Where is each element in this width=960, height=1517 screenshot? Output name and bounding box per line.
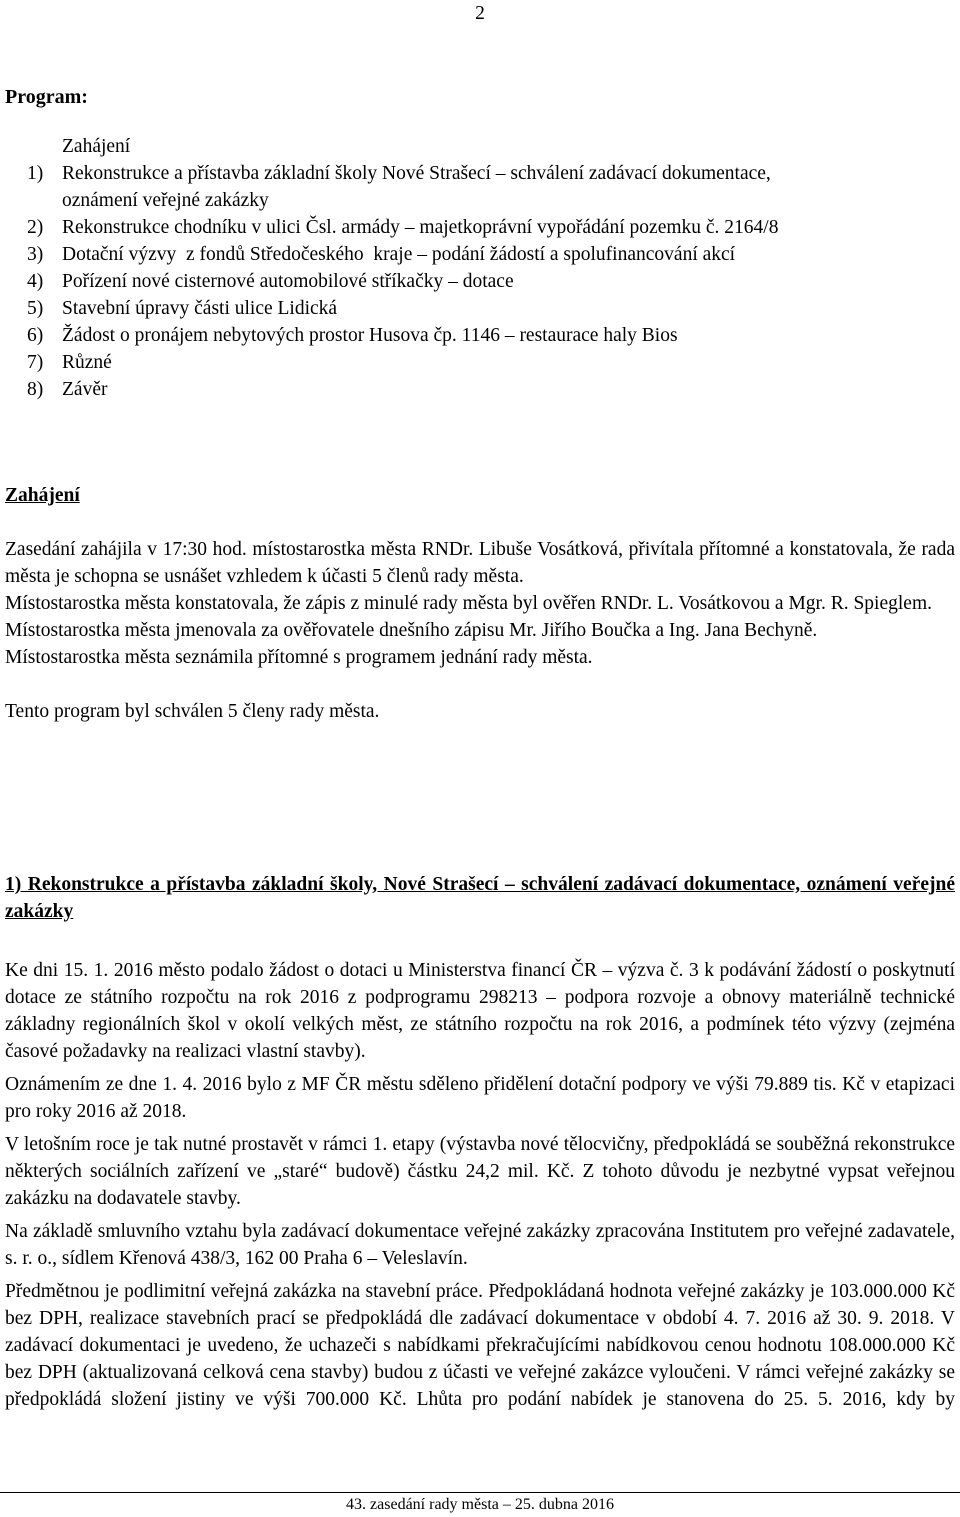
program-item-text: Stavební úpravy části ulice Lidická	[62, 298, 338, 319]
program-item-number: 7)	[27, 352, 44, 373]
section-1-paragraph: V letošním roce je tak nutné prostavět v rámci 1. etapy (výstavba nové tělocvičny, předpokládá se souběžná rekonstrukce některých sociálních zařízení ve „staré“ budově) částku 24,2 mil. Kč. Z tohoto důvodu je nezbytné vypsat veřejnou zakázku na dodavatele stavby.	[5, 1134, 955, 1209]
program-item-number: 8)	[27, 379, 44, 400]
program-item-text: Rekonstrukce chodníku v ulici Čsl. armády – majetkoprávní vypořádání pozemku č. 2164/8	[62, 217, 779, 238]
program-item-number: 5)	[27, 298, 44, 319]
program-item	[0, 295, 960, 322]
program-item-text: Rekonstrukce a přístavba základní školy Nové Strašecí – schválení zadávací dokumentace,	[62, 163, 771, 184]
program-item	[0, 241, 960, 268]
program-item-text: Pořízení nové cisternové automobilové stříkačky – dotace	[62, 271, 514, 292]
program-list	[0, 133, 960, 403]
opening-section-body	[5, 536, 955, 725]
opening-section-heading: Zahájení	[5, 485, 80, 506]
section-1-paragraph: Předmětnou je podlimitní veřejná zakázka na stavební práce. Předpokládaná hodnota veřejné zakázky je 103.000.000 Kč bez DPH, realizace stavebních prací se předpokládá dle zadávací dokumentace v období 4. 7. 2016 až 30. 9. 2018. V zadávací dokumentaci je uvedeno, že uchazeči s nabídkami překračujícími nabídkovou cenou hodnotu 108.000.000 Kč bez DPH (aktualizovaná celková cena stavby) budou z účasti ve veřejné zakázce vyloučeni. V rámci veřejné zakázky se předpokládá složení jistiny ve výši 700.000 Kč. Lhůta pro podání nabídek je stanovena do 25. 5. 2016, kdy by	[5, 1281, 955, 1410]
footer-divider	[0, 1492, 960, 1493]
section-1-paragraph: Na základě smluvního vztahu byla zadávací dokumentace veřejné zakázky zpracována Institutem pro veřejné zadavatele, s. r. o., sídlem Křenová 438/3, 162 00 Praha 6 – Veleslavín.	[5, 1221, 955, 1269]
section-1-body	[5, 957, 955, 1419]
opening-paragraph: Místostarostka města konstatovala, že zápis z minulé rady města byl ověřen RNDr. L. Vosátkovou a Mgr. R. Spieglem.	[5, 593, 932, 614]
section-1-heading: 1) Rekonstrukce a přístavba základní školy, Nové Strašecí – schválení zadávací dokumentace, oznámení veřejné zakázky	[5, 874, 955, 922]
program-item	[0, 376, 960, 403]
program-item-number: 2)	[27, 217, 44, 238]
program-item-continuation: oznámení veřejné zakázky	[62, 190, 269, 211]
program-opening: Zahájení	[62, 136, 131, 157]
program-approval-statement: Tento program byl schválen 5 členy rady města.	[5, 701, 380, 722]
opening-paragraph: Zasedání zahájila v 17:30 hod. místostarostka města RNDr. Libuše Vosátková, přivítala přítomné a konstatovala, že rada města je schopna se usnášet vzhledem k účasti 5 členů rady města.	[5, 539, 955, 587]
program-item-number: 1)	[27, 163, 44, 184]
program-item-number: 3)	[27, 244, 44, 265]
program-item	[0, 160, 960, 187]
opening-paragraph: Místostarostka města jmenovala za ověřovatele dnešního zápisu Mr. Jiřího Boučka a Ing. Jana Bechyně.	[5, 620, 818, 641]
opening-paragraph: Místostarostka města seznámila přítomné s programem jednání rady města.	[5, 647, 593, 668]
footer-text: 43. zasedání rady města – 25. dubna 2016	[346, 1496, 614, 1513]
program-item	[0, 214, 960, 241]
program-item-number: 6)	[27, 325, 44, 346]
program-item-number: 4)	[27, 271, 44, 292]
page-number: 2	[475, 3, 485, 24]
section-1-paragraph: Ke dni 15. 1. 2016 město podalo žádost o dotaci u Ministerstva financí ČR – výzva č. 3 k podávání žádostí o poskytnutí dotace ze státního rozpočtu na rok 2016 z podprogramu 298213 – podpora rozvoje a obnovy materiálně technické základny regionálních škol v okolí velkých měst, ze státního rozpočtu na rok 2016, a podmínek této výzvy (zejména časové požadavky na realizaci vlastní stavby).	[5, 960, 955, 1062]
program-item-text: Žádost o pronájem nebytových prostor Husova čp. 1146 – restaurace haly Bios	[62, 325, 678, 346]
program-item-text: Závěr	[62, 379, 108, 400]
program-item-text: Různé	[62, 352, 112, 373]
section-1-paragraph: Oznámením ze dne 1. 4. 2016 bylo z MF ČR městu sděleno přidělení dotační podpory ve výši 79.889 tis. Kč v etapizaci pro roky 2016 až 2018.	[5, 1074, 955, 1122]
program-heading: Program:	[5, 86, 88, 108]
program-item-text: Dotační výzvy z fondů Středočeského kraje – podání žádostí a spolufinancování akcí	[62, 244, 736, 265]
program-item	[0, 322, 960, 349]
program-item	[0, 349, 960, 376]
program-item	[0, 268, 960, 295]
